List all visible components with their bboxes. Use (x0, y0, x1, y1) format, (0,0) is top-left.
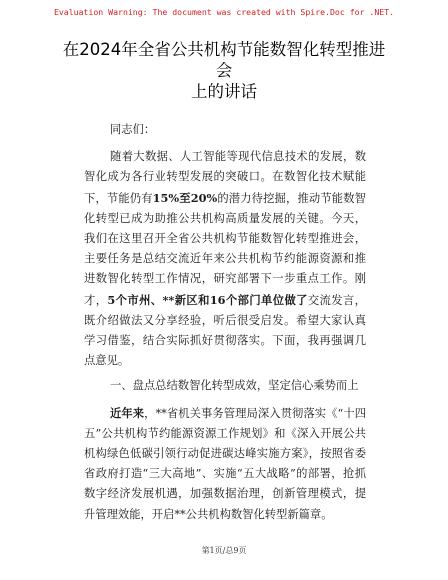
intro-bold-percent: 15%至20% (152, 190, 218, 205)
intro-text-d: 交流发言，既介绍做法又分享经验，听后很受启发。希望大家认真学习借鉴，结合实际抓好贯彻落实。下面，我再强调几点意见。 (84, 293, 366, 368)
intro-text-c: 的潜力待挖掘，推动节能数智化转型已成为助推公共机构高质量发展的关键。今天，我们在这里召开全省公共机构节能数智化转型推进会，主要任务是总结交流近年来公共机构节约能源资源和推进数智化转型工作情况，研究部署下一步重点工作。刚才， (84, 191, 366, 307)
intro-bold-units: 5个市州、**新区和16个部门单位做了 (107, 292, 308, 307)
document-title (60, 39, 388, 102)
document-body (84, 120, 366, 525)
intro-text-a: 随着大数据、人工智能等现代信息技术的发展，数智化成为各行业转型发展的突破口。在数智化技术赋能下，节能仍有 (84, 150, 366, 205)
achievements-bold-lead: 近年来 (109, 405, 145, 420)
achievements-text: ，**省机关事务管理局深入贯彻落实《“十四五”公共机构节约能源资源工作规划》和《深入开展公共机构绿色低碳引领行动促进碳达峰实施方案》，按照省委省政府打造“三大高地”、实施“五大战略”的部署，抢抓数字经济发展机遇，加强数据治理，创新管理模式，提升管理效能，开启**公共机构数智化转型新篇章。 (84, 406, 366, 521)
salutation: 同志们： (109, 123, 156, 136)
evaluation-warning: Evaluation Warning: The document was created with Spire.Doc for .NET. (53, 7, 395, 17)
section-heading-1: 一、盘点总结数智化转型成效，坚定信心乘势而上 (109, 379, 359, 393)
title-line-1: 在2024年全省公共机构节能数智化转型推进会 (62, 40, 386, 81)
title-line-2: 上的讲话 (191, 82, 257, 102)
paragraph-achievements (84, 403, 366, 525)
page-footer: 第1页/总9页 (201, 546, 247, 555)
paragraph-intro (84, 147, 366, 371)
